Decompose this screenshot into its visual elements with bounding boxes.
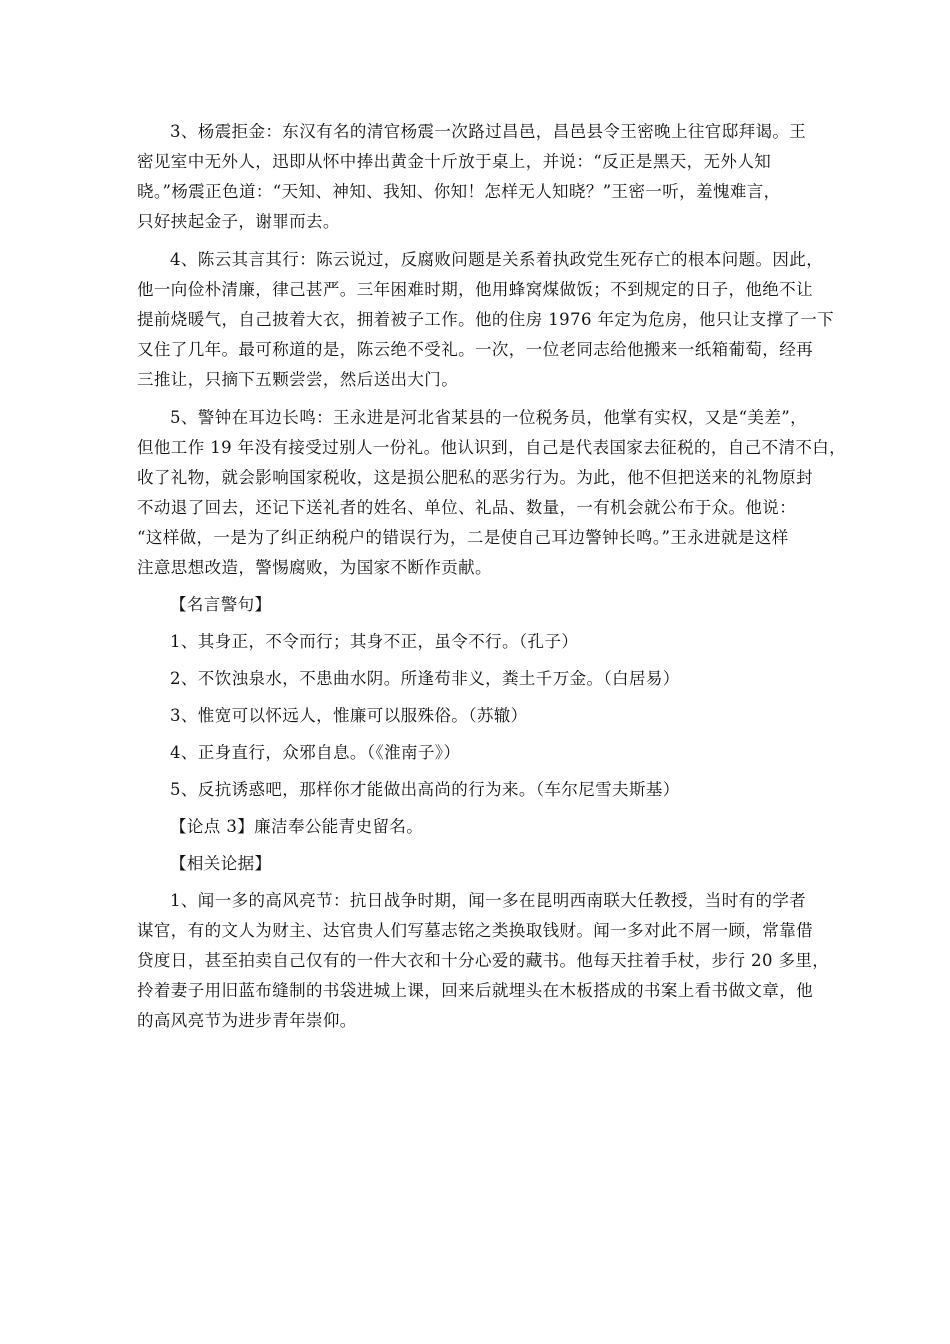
text-line: 晓。”杨震正色道：“天知、神知、我知、你知！怎样无人知晓？”王密一听，羞愧难言， (137, 182, 781, 201)
quote-item: 4、正身直行，众邪自息。（《淮南子》） (170, 743, 461, 762)
text-line: 收了礼物，就会影响国家税收，这是损公肥私的恶劣行为。为此，他不但把送来的礼物原封 (137, 468, 813, 487)
document-page (137, 117, 847, 1036)
quote-item: 5、反抗诱惑吧，那样你才能做出高尚的行为来。（车尔尼雪夫斯基） (170, 780, 680, 799)
text-line: 拎着妻子用旧蓝布缝制的书袋进城上课，回来后就埋头在木板搭成的书案上看书做文章，他 (137, 981, 813, 1000)
quote-item: 1、其身正，不令而行；其身不正，虽令不行。（孔子） (170, 632, 579, 651)
text-line: 3、杨震拒金：东汉有名的清官杨震一次路过昌邑，昌邑县令王密晚上往官邸拜谒。王 (170, 122, 807, 141)
text-line: 谋官，有的文人为财主、达官贵人们写墓志铭之类换取钱财。闻一多对此不屑一顾，常靠借 (137, 921, 813, 940)
text-line: “这样做，一是为了纠正纳税户的错误行为，二是使自己耳边警钟长鸣。”王永进就是这样 (137, 528, 789, 547)
text-line: 又住了几年。最可称道的是，陈云绝不受礼。一次，一位老同志给他搬来一纸箱葡萄，经再 (137, 340, 813, 359)
paragraph-yang-zhen (137, 117, 817, 237)
argument-heading: 【论点 3】廉洁奉公能青史留名。 (170, 817, 424, 836)
quote-item: 2、不饮浊泉水，不患曲水阴。所逢苟非义，粪土千万金。（白居易） (170, 669, 680, 688)
text-line: 他一向俭朴清廉，律己甚严。三年困难时期，他用蜂窝煤做饭；不到规定的日子，他绝不让 (137, 280, 813, 299)
paragraph-chen-yun (137, 245, 835, 395)
text-line: 1、闻一多的高风亮节：抗日战争时期，闻一多在昆明西南联大任教授，当时有的学者 (170, 891, 807, 910)
text-line: 密见室中无外人，迅即从怀中捧出黄金十斤放于桌上，并说：“反正是黑天，无外人知 (137, 152, 772, 171)
text-line: 的高风亮节为进步青年崇仰。 (137, 1011, 357, 1030)
text-line: 但他工作 19 年没有接受过别人一份礼。他认识到，自己是代表国家去征税的，自己不清不白， (137, 438, 847, 457)
quotes-heading: 【名言警句】 (170, 595, 272, 614)
quote-item: 3、惟宽可以怀远人，惟廉可以服殊俗。（苏辙） (170, 706, 528, 725)
paragraph-wang-yongjin (137, 403, 847, 583)
evidence-heading: 【相关论据】 (170, 854, 272, 873)
text-line: 贷度日，甚至拍卖自己仅有的一件大衣和十分心爱的藏书。他每天拄着手杖，步行 20 多里， (137, 951, 830, 970)
text-line: 注意思想改造，警惕腐败，为国家不断作贡献。 (137, 558, 492, 577)
text-line: 4、陈云其言其行：陈云说过，反腐败问题是关系着执政党生死存亡的根本问题。因此， (170, 250, 824, 269)
text-line: 提前烧暖气，自己披着大衣，拥着被子工作。他的住房 1976 年定为危房，他只让支撑了一下 (137, 310, 835, 329)
paragraph-wen-yiduo (137, 886, 830, 1036)
text-line: 不动退了回去，还记下送礼者的姓名、单位、礼品、数量，一有机会就公布于众。他说： (137, 498, 797, 517)
text-line: 5、警钟在耳边长鸣：王永进是河北省某县的一位税务员，他掌有实权，又是“美差”， (170, 408, 807, 427)
text-line: 三推让，只摘下五颗尝尝，然后送出大门。 (137, 370, 459, 389)
text-line: 只好挟起金子，谢罪而去。 (137, 212, 340, 231)
